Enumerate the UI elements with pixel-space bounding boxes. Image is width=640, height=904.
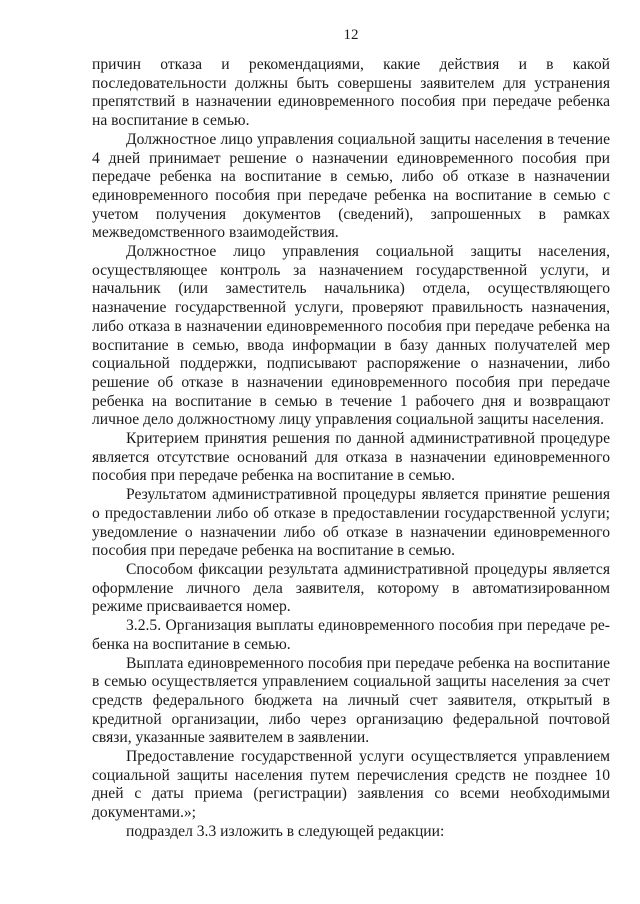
paragraph-section-3-2-5: 3.2.5. Организация выплаты единовременного пособия при передаче ребенка на воспитание в семью.: [92, 617, 610, 653]
page-number: 12: [343, 27, 359, 43]
paragraph-payment-method: Выплата единовременного пособия при передаче ребенка на воспитание в семью осуществляется управлением социальной защиты населения за счет средств федерального бюджета на личный счет заявителя, открытый в кредитной организации, либо через организацию федеральной почтовой связи, указанные заявителем в заявлении.: [92, 654, 610, 747]
paragraph-service-delivery: Предоставление государственной услуги осуществляется управлением социальной защиты населения путем перечисления средств не позднее 10 дней с даты приема (регистрации) заявления со всеми необходимыми документами.»;: [92, 748, 610, 822]
paragraph-decision-deadline: Должностное лицо управления социальной защиты населения в течение 4 дней принимает решение о назначении единовременного пособия при передаче ребенка на воспитание в семью, либо об отказе в назначении единовременного пособия при передаче ребенка на воспитание в семью с учетом получения документов (сведений), запрошенных в рамках межведомственного взаимодействия.: [92, 130, 610, 242]
paragraph-subsection-3-3: подраздел 3.3 изложить в следующей редакции:: [126, 822, 445, 840]
paragraph-result-recording: Способом фиксации результата административной процедуры является оформление личного дела заявителя, которому в автоматизированном режиме присваивается номер.: [92, 560, 610, 616]
paragraph-decision-criterion: Критерием принятия решения по данной административной процедуре является отсутствие оснований для отказа в назначении единовременного пособия при передаче ребенка на воспитание в семью.: [92, 430, 610, 485]
paragraph-procedure-result: Результатом административной процедуры является принятие решения о предоставлении либо об отказе в предоставлении государственной услуги; уведомление о назначении либо об отказе в назначении единовременного пособия при передаче ребенка на воспитание в семью.: [92, 486, 610, 560]
paragraph-control-check: Должностное лицо управления социальной защиты населения, осуществляющее контроль за назначением государственной услуги, и начальник (или заместитель начальника) отдела, осуществляющего назначение государственной услуги, проверяют правильность назначения, либо отказа в назначении единовременного пособия при передаче ребенка на воспитание в семью, ввода информации в базу данных получателей мер социальной поддержки, подписывают распоряжение о назначении, либо решение об отказе в назначении единовременного пособия при передаче ребенка на воспитание в семью в течение 1 рабочего дня и возвращают личное дело должностному лицу управления социальной защиты населения.: [92, 243, 610, 429]
paragraph-continuation: причин отказа и рекомендациями, какие действия и в какой последовательности должны быть совершены заявителем для устранения препятствий в назначении единовременного пособия при передаче ребенка на воспитание в семью.: [92, 56, 610, 130]
